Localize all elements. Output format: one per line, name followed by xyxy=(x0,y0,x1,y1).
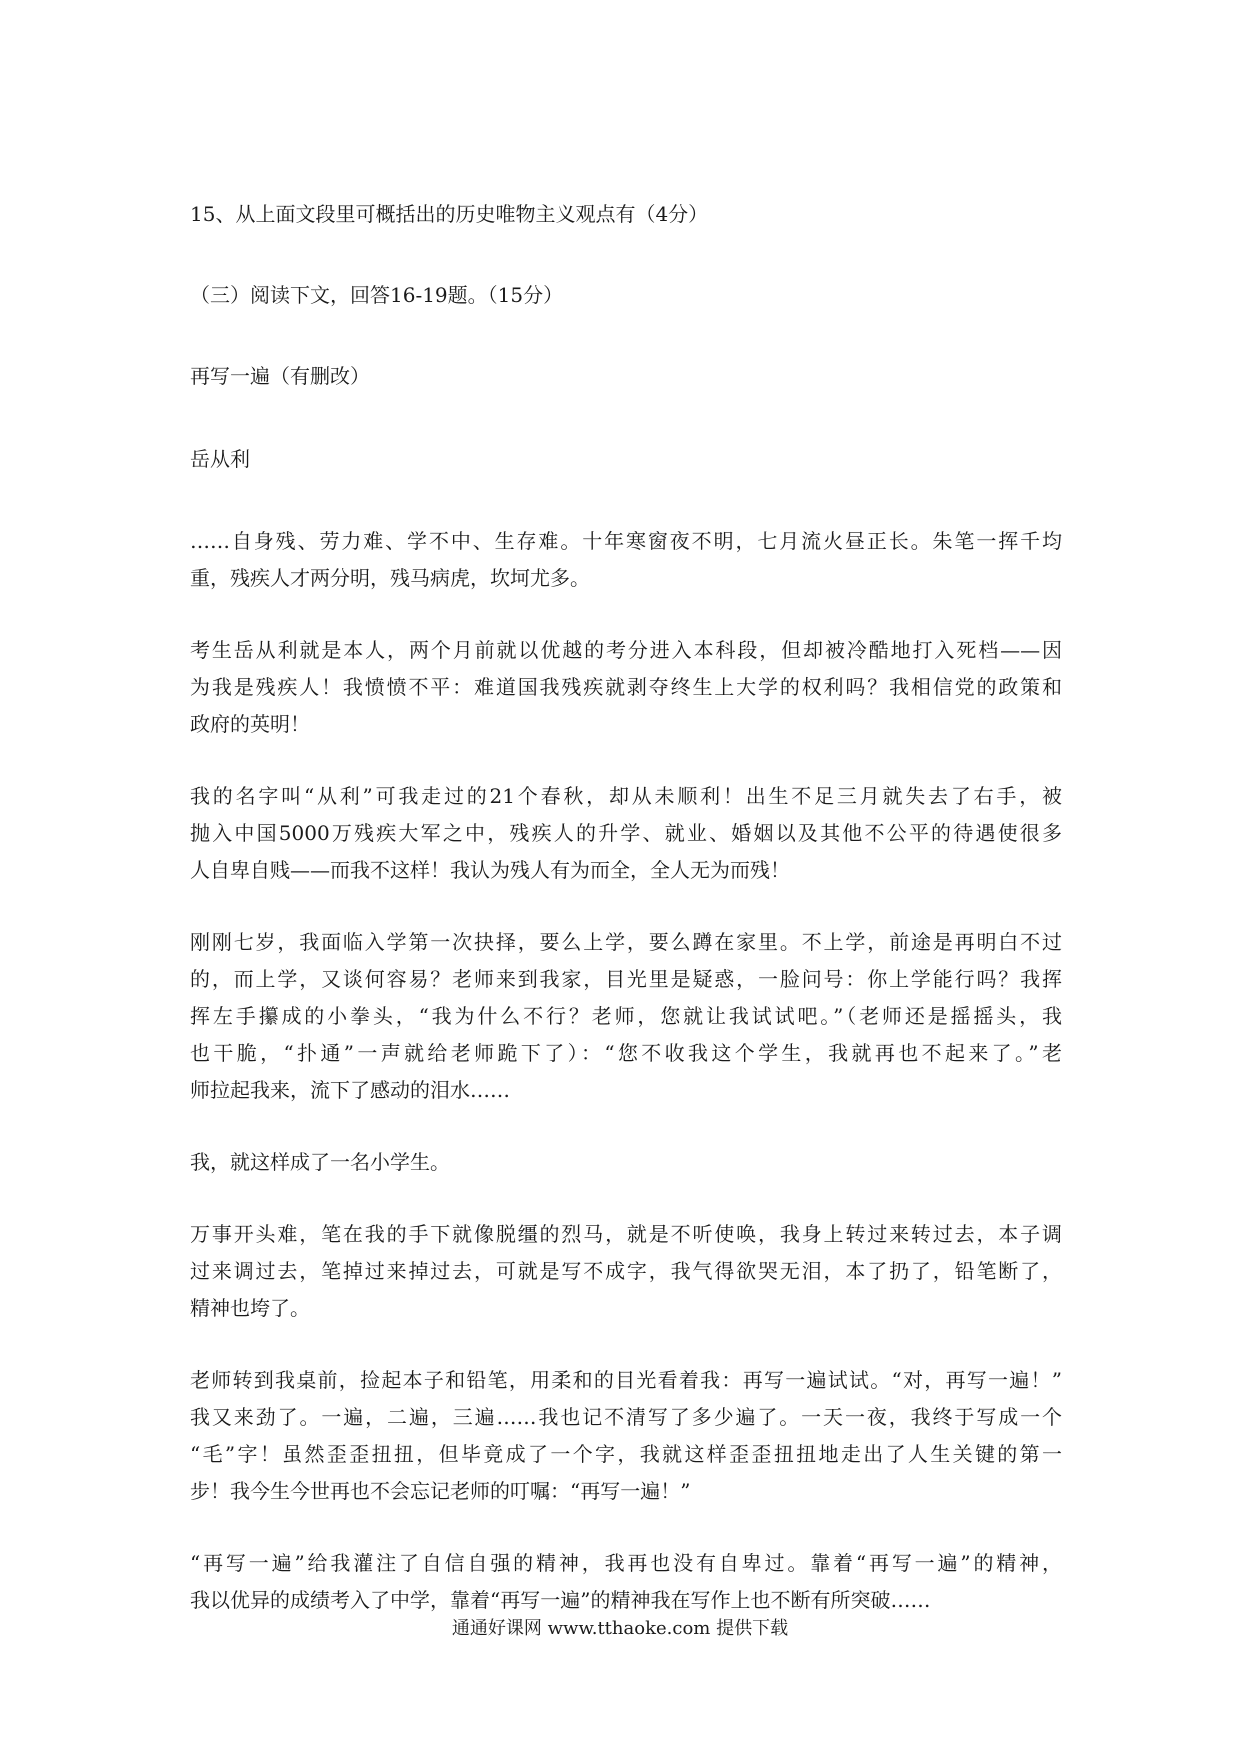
text-line: 刚刚七岁，我面临入学第一次抉择，要么上学，要么蹲在家里。不上学，前途是再明白不过 xyxy=(190,930,1062,954)
paragraph-5 xyxy=(190,1144,1062,1181)
paragraph-8 xyxy=(190,1545,1062,1619)
paragraph-6 xyxy=(190,1216,1062,1327)
article-author: 岳从利 xyxy=(190,447,250,471)
text-line: 我以优异的成绩考入了中学，靠着“再写一遍”的精神我在写作上也不断有所突破…… xyxy=(190,1588,931,1612)
text-line: 我的名字叫“从利”可我走过的21个春秋，却从未顺利！出生不足三月就失去了右手，被 xyxy=(190,784,1062,808)
paragraph-3 xyxy=(190,778,1062,889)
text-line: 过来调过去，笔掉过来掉过去，可就是写不成字，我气得欲哭无泪，本了扔了，铅笔断了， xyxy=(190,1259,1062,1283)
text-line: “再写一遍”给我灌注了自信自强的精神，我再也没有自卑过。靠着“再写一遍”的精神， xyxy=(190,1551,1062,1575)
article-title: 再写一遍（有删改） xyxy=(190,364,370,388)
text-line: 为我是残疾人！我愤愤不平：难道国我残疾就剥夺终生上大学的权利吗？我相信党的政策和 xyxy=(190,675,1062,699)
page-footer: 通通好课网 www.tthaoke.com 提供下载 xyxy=(451,1618,789,1639)
text-line: 考生岳从利就是本人，两个月前就以优越的考分进入本科段，但却被冷酷地打入死档——因 xyxy=(190,638,1062,662)
text-line: ……自身残、劳力难、学不中、生存难。十年寒窗夜不明，七月流火昼正长。朱笔一挥千均 xyxy=(190,529,1062,553)
text-line: 万事开头难，笔在我的手下就像脱缰的烈马，就是不听使唤，我身上转过来转过去，本子调 xyxy=(190,1222,1062,1246)
text-line: 步！我今生今世再也不会忘记老师的叮嘱：“再写一遍！” xyxy=(190,1479,691,1503)
text-line: 老师转到我桌前，捡起本子和铅笔，用柔和的目光看着我：再写一遍试试。“对，再写一遍！” xyxy=(190,1368,1062,1392)
question-15: 15、从上面文段里可概括出的历史唯物主义观点有（4分） xyxy=(190,202,709,226)
text-line: 我又来劲了。一遍，二遍，三遍……我也记不清写了多少遍了。一天一夜，我终于写成一个 xyxy=(190,1405,1062,1429)
text-line: 重，残疾人才两分明，残马病虎，坎坷尤多。 xyxy=(190,566,590,590)
paragraph-1 xyxy=(190,523,1062,597)
text-line: 我，就这样成了一名小学生。 xyxy=(190,1150,450,1174)
text-line: 政府的英明！ xyxy=(190,712,310,736)
paragraph-2 xyxy=(190,632,1062,743)
text-line: 人自卑自贱——而我不这样！我认为残人有为而全，全人无为而残！ xyxy=(190,858,790,882)
paragraph-7 xyxy=(190,1362,1062,1510)
section-heading: （三）阅读下文，回答16-19题。（15分） xyxy=(190,283,564,307)
paragraph-4 xyxy=(190,924,1062,1109)
text-line: 的，而上学，又谈何容易？老师来到我家，目光里是疑惑，一脸问号：你上学能行吗？我挥 xyxy=(190,967,1062,991)
page-content xyxy=(190,196,1062,1619)
text-line: 也干脆，“扑通”一声就给老师跪下了）：“您不收我这个学生，我就再也不起来了。”老 xyxy=(190,1041,1062,1065)
text-line: 师拉起我来，流下了感动的泪水…… xyxy=(190,1078,510,1102)
text-line: 精神也垮了。 xyxy=(190,1296,310,1320)
text-line: “毛”字！虽然歪歪扭扭，但毕竟成了一个字，我就这样歪歪扭扭地走出了人生关键的第一 xyxy=(190,1442,1062,1466)
text-line: 抛入中国5000万残疾大军之中，残疾人的升学、就业、婚姻以及其他不公平的待遇使很多 xyxy=(190,821,1062,845)
text-line: 挥左手攥成的小拳头，“我为什么不行？老师，您就让我试试吧。”（老师还是摇摇头，我 xyxy=(190,1004,1062,1028)
